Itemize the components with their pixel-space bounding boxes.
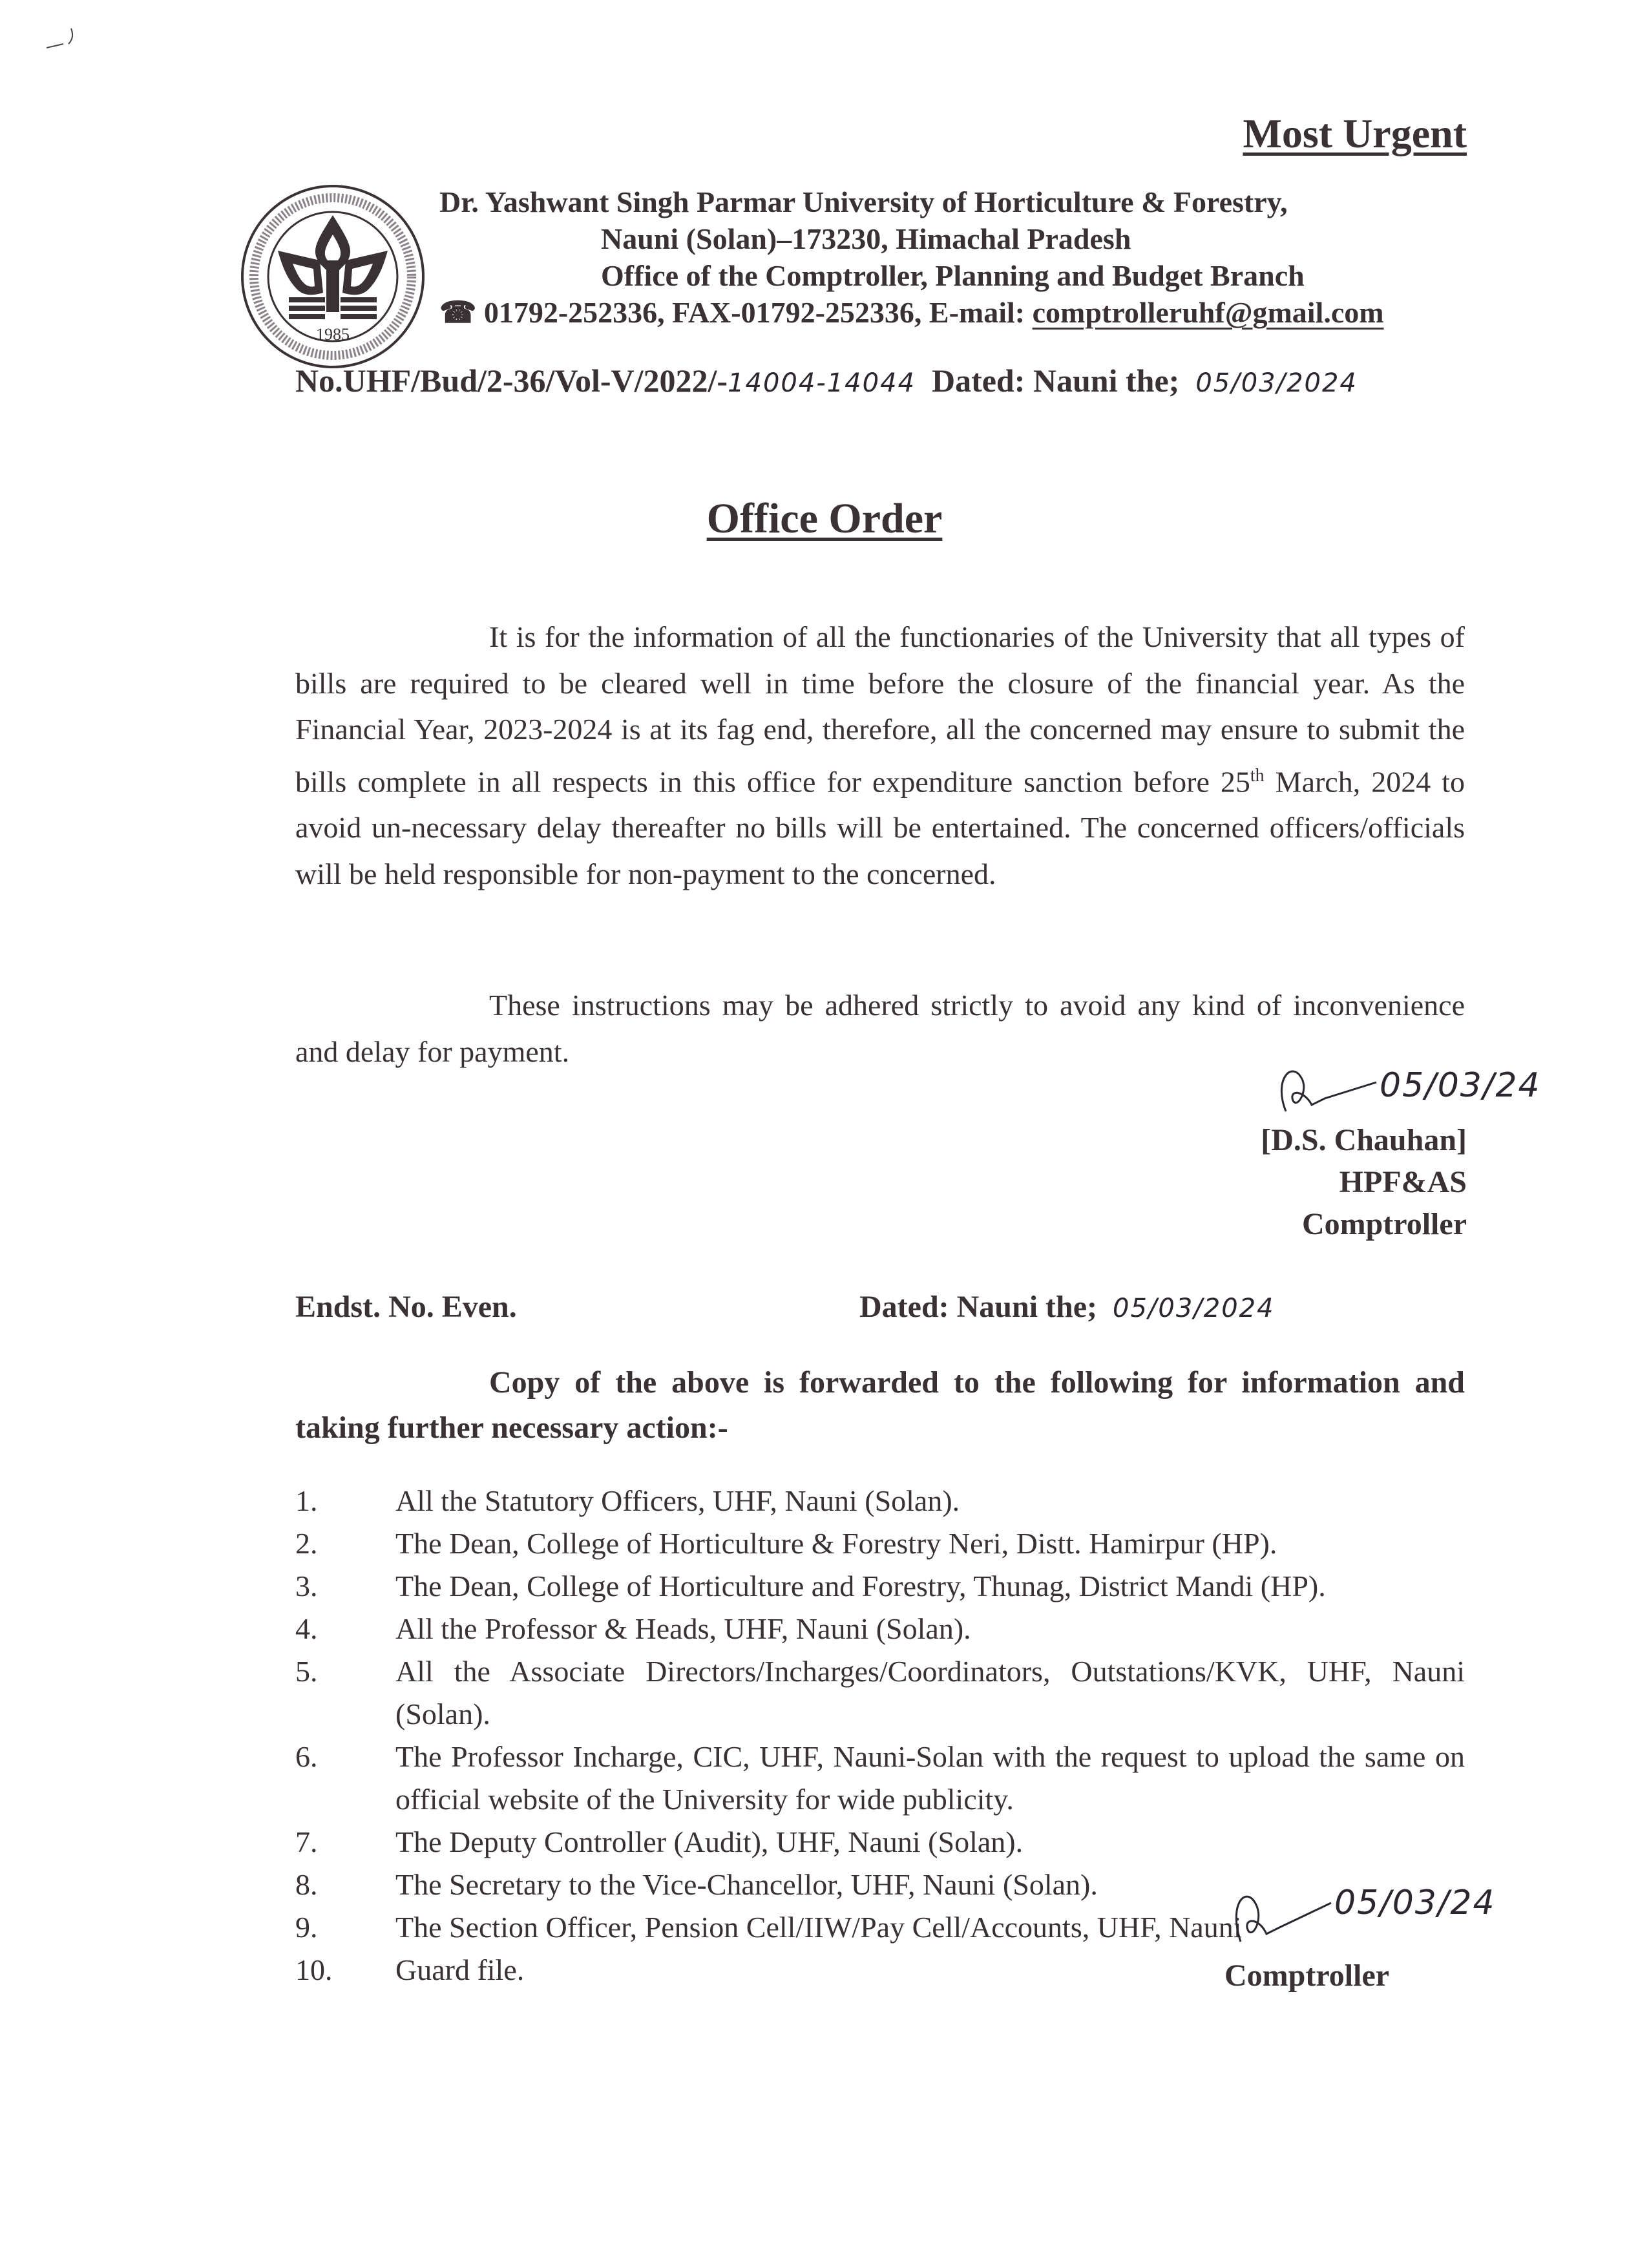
list-item: 9. The Section Officer, Pension Cell/IIW/Pay Cell/Accounts, UHF, Nauni xyxy=(295,1911,1242,1944)
list-item: 1. All the Statutory Officers, UHF, Nauni (Solan). xyxy=(295,1484,960,1517)
handwritten-date: 05/03/2024 xyxy=(1195,368,1358,398)
signature-scribble xyxy=(1266,1053,1383,1124)
logo-year: 1985 xyxy=(316,325,350,344)
list-item: 10. Guard file. xyxy=(295,1953,525,1986)
endorsement-label: Endst. No. Even. xyxy=(295,1290,517,1324)
signatory-name: [D.S. Chauhan] xyxy=(1261,1123,1467,1157)
signature-2-date: 05/03/24 xyxy=(1334,1884,1496,1922)
body-paragraph-2: These instructions may be adhered strictly to avoid any kind of inconvenience and delay for payment. xyxy=(295,989,1465,1068)
telephone-icon: ☎ xyxy=(439,296,477,329)
university-address: Nauni (Solan)–173230, Himachal Pradesh xyxy=(601,222,1131,255)
pen-mark xyxy=(45,26,78,52)
copy-forward-text: Copy of the above is forwarded to the following for information and taking further necessary action:- xyxy=(295,1365,1465,1445)
reference-line xyxy=(295,362,1358,399)
signatory-designation: Comptroller xyxy=(1301,1207,1467,1241)
signature-date: 05/03/24 xyxy=(1380,1066,1541,1105)
signature-scribble-2 xyxy=(1221,1877,1338,1955)
signature-1 xyxy=(1266,1053,1541,1124)
contact-numbers: 01792-252336, FAX-01792-252336, E-mail: xyxy=(476,296,1033,329)
signatory-service: HPF&AS xyxy=(1339,1165,1467,1199)
university-name: Dr. Yashwant Singh Parmar University of Horticulture & Forestry, xyxy=(439,185,1288,218)
handwritten-range: 14004-14044 xyxy=(728,368,916,398)
body-paragraph-1: It is for the information of all the functionaries of the University that all types of bills are required to be cleared well in time before the closure of the financial year. As the Financial Year, 2023-2024 is at its fag end, therefore, all the concerned may ensure to submit the bills complete in all respects in this office for expenditure sanction before 25th March, 2024 to avoid un-necessary delay thereafter no bills will be entertained. The concerned officers/officials will be held responsible for non-payment to the concerned. xyxy=(295,620,1465,890)
list-item: 6. The Professor Incharge, CIC, UHF, Nauni-Solan with the request to upload the same on official website of the University for wide publicity. xyxy=(295,1740,1465,1816)
signature-2 xyxy=(1221,1877,1544,1955)
list-item: 2. The Dean, College of Horticulture & Forestry Neri, Distt. Hamirpur (HP). xyxy=(295,1527,1277,1560)
list-item: 3. The Dean, College of Horticulture and Forestry, Thunag, District Mandi (HP). xyxy=(295,1570,1326,1602)
endorsement-handwritten-date: 05/03/2024 xyxy=(1113,1294,1275,1323)
endorsement-signatory-designation: Comptroller xyxy=(1224,1958,1390,1993)
office-name: Office of the Comptroller, Planning and Budget Branch xyxy=(601,259,1305,292)
urgency-label: Most Urgent xyxy=(1243,110,1467,156)
page-title: Office Order xyxy=(706,495,943,542)
university-logo xyxy=(236,180,430,373)
dated-label: Dated: Nauni the; xyxy=(931,362,1180,399)
list-item: 7. The Deputy Controller (Audit), UHF, Nauni (Solan). xyxy=(295,1825,1024,1858)
email-link[interactable]: comptrolleruhf@gmail.com xyxy=(1032,296,1384,329)
list-item: 5. All the Associate Directors/Incharges/Coordinators, Outstations/KVK, UHF, Nauni (Solan). xyxy=(295,1655,1465,1730)
reference-number: No.UHF/Bud/2-36/Vol-V/2022/- xyxy=(295,362,728,399)
list-item: 4. All the Professor & Heads, UHF, Nauni (Solan). xyxy=(295,1612,971,1645)
contact-line xyxy=(439,295,1384,331)
endorsement-date-line: Dated: Nauni the; 05/03/2024 xyxy=(859,1290,1275,1324)
list-item: 8. The Secretary to the Vice-Chancellor, UHF, Nauni (Solan). xyxy=(295,1868,1098,1901)
